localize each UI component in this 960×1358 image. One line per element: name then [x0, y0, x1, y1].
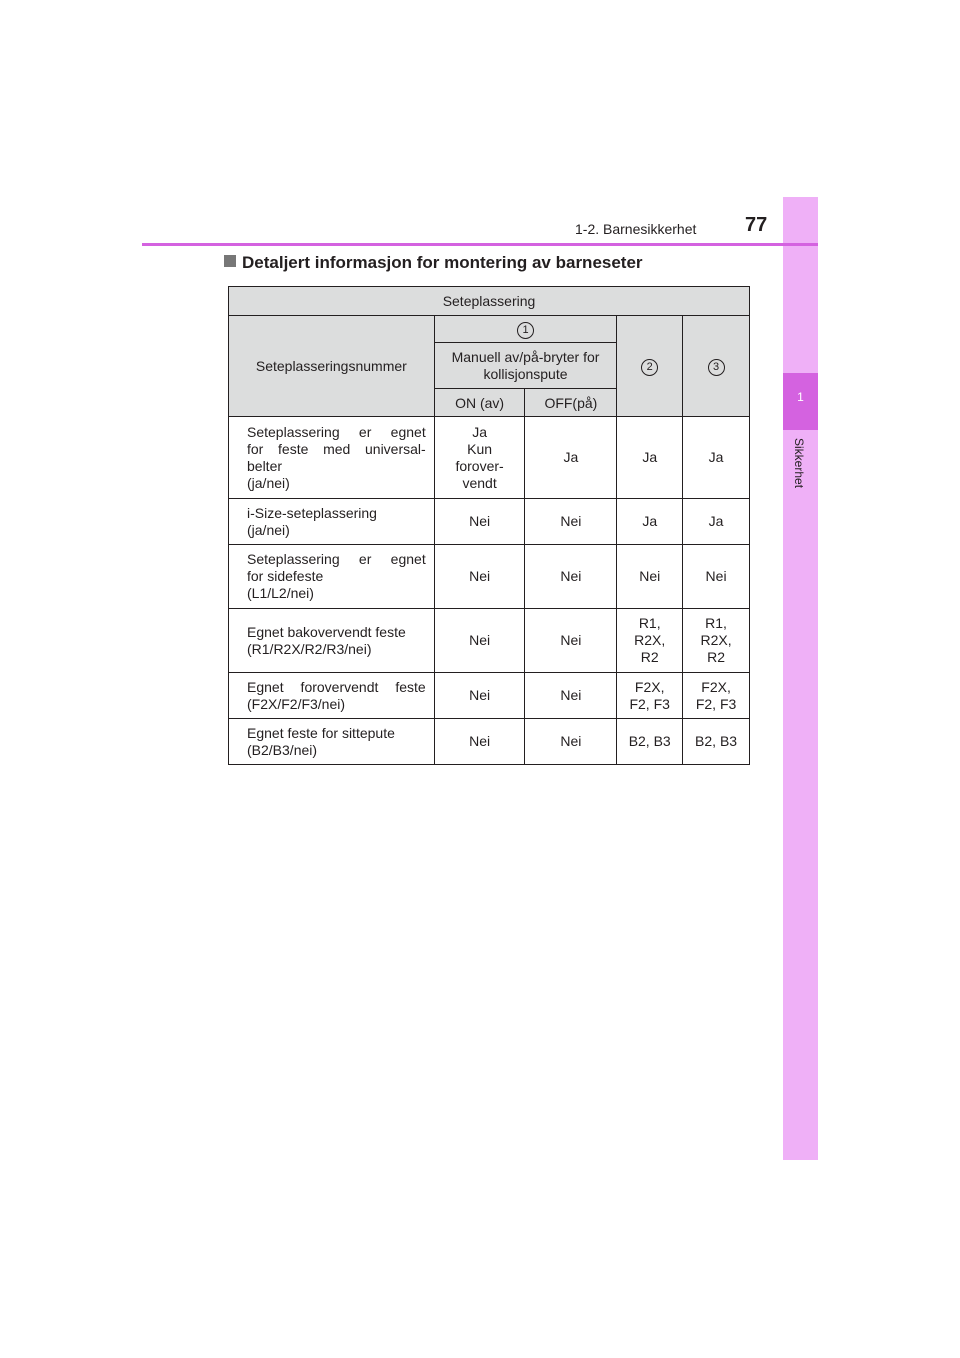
row-label-line: Egnet bakovervendt feste: [247, 623, 406, 640]
cell-value: Nei: [560, 687, 582, 703]
cell-off: [525, 719, 617, 765]
cell-value: F2X,: [701, 678, 731, 695]
cell-off: [525, 609, 617, 673]
seat-2-marker: 2: [641, 359, 658, 376]
cell-off: [525, 673, 617, 719]
cell-value: Ja: [642, 513, 658, 529]
cell-value: Nei: [705, 568, 727, 584]
cell-on: [434, 719, 525, 765]
seat-3-marker: 3: [708, 359, 725, 376]
seat-1-marker: 1: [517, 322, 534, 339]
row-label: [229, 545, 435, 609]
table-row: [229, 719, 750, 765]
cell-on: [434, 545, 525, 609]
row-label-line: Seteplassering er egnet: [247, 423, 426, 440]
row-label-line: (R1/R2X/R2/R3/nei): [247, 640, 372, 657]
cell-value: Ja: [563, 449, 579, 465]
row-label: [229, 609, 435, 673]
cell-c2: [617, 719, 683, 765]
cell-c2: [617, 609, 683, 673]
row-label-line: for feste med universal-: [247, 440, 426, 457]
cell-off: [525, 545, 617, 609]
cell-value: R2X,: [634, 632, 666, 648]
row-label-line: (L1/L2/nei): [247, 585, 314, 601]
cell-value: vendt: [462, 474, 497, 491]
cell-value: Nei: [560, 568, 582, 584]
cell-value: R2: [640, 649, 659, 665]
table-title: Seteplassering: [229, 287, 750, 316]
cell-value: Nei: [560, 513, 582, 529]
table-row: [229, 673, 750, 719]
side-tab: [783, 197, 818, 1160]
row-label-line: Egnet feste for sittepute: [247, 724, 395, 741]
cell-c2: [617, 499, 683, 545]
cell-c2: [617, 673, 683, 719]
cell-value: R1,: [638, 615, 661, 631]
row-label-line: i-Size-seteplassering: [247, 504, 377, 521]
row-label: [229, 417, 435, 499]
cell-value: forover-: [455, 457, 504, 474]
row-label-line: (ja/nei): [247, 474, 290, 491]
cell-c2: [617, 545, 683, 609]
switch-label: Manuell av/på-bryter for kollisjonspute: [434, 343, 617, 389]
cell-value: Nei: [469, 687, 491, 703]
row-label-line: for sidefeste: [247, 568, 324, 584]
cell-c3: [683, 545, 750, 609]
cell-c3: [683, 609, 750, 673]
table-row: [229, 545, 750, 609]
cell-c3: [683, 673, 750, 719]
row-label: [229, 673, 435, 719]
cell-value: Nei: [560, 632, 582, 648]
row-label-line: (ja/nei): [247, 521, 290, 538]
section-title: 1-2. Barnesikkerhet: [575, 221, 697, 237]
cell-c2: [617, 417, 683, 499]
cell-off: [525, 417, 617, 499]
heading-text: Detaljert informasjon for montering av barneseter: [242, 253, 643, 272]
chapter-number: 1: [797, 390, 804, 404]
seat-2-header: [617, 316, 683, 417]
row-label-line: belter: [247, 457, 283, 474]
row-label-line: Egnet forovervendt feste: [247, 678, 426, 695]
cell-value: F2X,: [634, 678, 665, 695]
section-heading: [224, 253, 643, 273]
row-label-line: (F2X/F2/F3/nei): [247, 695, 346, 712]
cell-c3: [683, 417, 750, 499]
cell-on: [434, 499, 525, 545]
row-header: Seteplasseringsnummer: [229, 316, 435, 417]
cell-value: Nei: [469, 632, 491, 648]
cell-value: Kun: [467, 440, 493, 457]
cell-value: R2: [707, 649, 726, 665]
seat-table: [228, 286, 750, 765]
square-bullet-icon: [224, 255, 236, 267]
cell-value: B2, B3: [628, 733, 671, 749]
cell-value: R1,: [705, 615, 727, 631]
cell-off: [525, 499, 617, 545]
row-label: [229, 719, 435, 765]
cell-value: B2, B3: [695, 733, 738, 749]
row-label-line: Seteplassering er egnet: [247, 551, 426, 567]
cell-value: F2, F3: [695, 695, 737, 712]
cell-value: Nei: [639, 568, 661, 584]
cell-value: Ja: [642, 449, 658, 465]
row-label: [229, 499, 435, 545]
chapter-label: Sikkerhet: [792, 438, 806, 489]
table-row: [229, 417, 750, 499]
cell-value: Ja: [708, 449, 724, 465]
cell-value: Nei: [560, 733, 582, 749]
cell-on: [434, 609, 525, 673]
cell-on: [434, 673, 525, 719]
cell-on: [434, 417, 525, 499]
switch-on-header: ON (av): [434, 389, 525, 417]
cell-value: Nei: [469, 568, 491, 584]
cell-value: R2X,: [700, 632, 732, 648]
cell-value: Ja: [472, 423, 487, 440]
table-row: [229, 609, 750, 673]
page-number: 77: [745, 214, 768, 236]
cell-value: Ja: [708, 513, 724, 529]
switch-off-header: OFF(på): [525, 389, 617, 417]
cell-c3: [683, 499, 750, 545]
cell-value: Nei: [469, 513, 491, 529]
seat-3-header: [683, 316, 750, 417]
header-rule: [142, 243, 818, 246]
seat-1-header: [434, 316, 617, 343]
row-label-line: (B2/B3/nei): [247, 741, 318, 758]
table-row: [229, 499, 750, 545]
cell-value: F2, F3: [629, 695, 670, 712]
cell-c3: [683, 719, 750, 765]
cell-value: Nei: [469, 733, 491, 749]
